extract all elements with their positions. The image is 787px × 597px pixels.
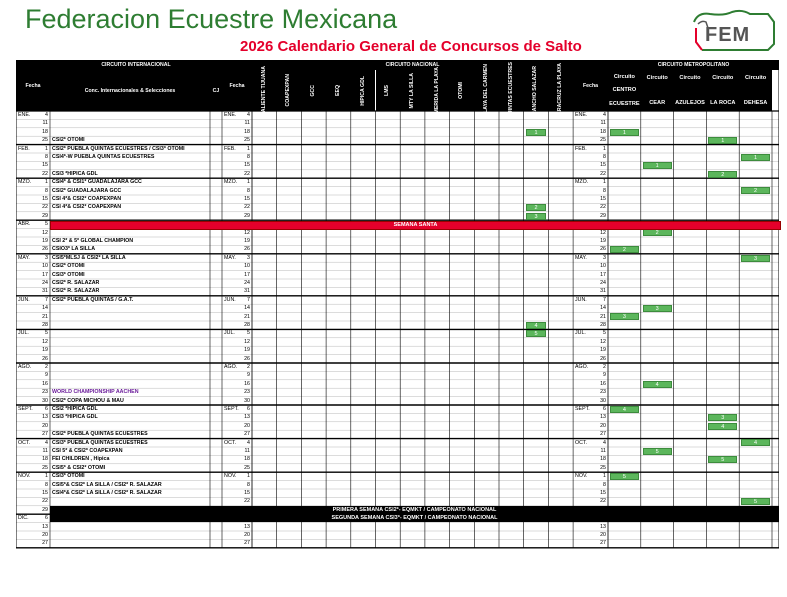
month-label-2: MAY.	[224, 254, 236, 261]
metropolitano-header: CIRCUITO METROPOLITANO	[608, 60, 779, 70]
day-number-1: 7	[45, 296, 48, 303]
day-number-3: 18	[600, 128, 606, 135]
month-label-1: JUN.	[18, 296, 30, 303]
logo-text: FEM	[705, 24, 751, 46]
nacional-col-label: EEQ	[334, 85, 341, 96]
day-number-2: 25	[244, 464, 250, 471]
day-number-1: 1	[45, 179, 48, 186]
day-number-3: 1	[603, 145, 606, 152]
day-number-2: 26	[244, 355, 250, 362]
day-number-3: 4	[603, 112, 606, 118]
day-number-1: 27	[42, 431, 48, 438]
internacional-header: CIRCUITO INTERNACIONAL	[50, 60, 222, 70]
day-number-1: 26	[42, 355, 48, 362]
day-number-1: 8	[45, 481, 48, 488]
day-number-3: 30	[600, 397, 606, 404]
day-number-1: 22	[42, 498, 48, 505]
semana-santa-band: SEMANA SANTA	[50, 221, 781, 230]
day-number-3: 29	[600, 212, 606, 219]
day-number-3: 10	[600, 263, 606, 270]
day-number-1: 25	[42, 137, 48, 144]
event-text: CSI2* PUEBLA QUINTAS / G.A.T.	[52, 296, 134, 303]
day-number-3: 8	[603, 154, 606, 160]
nacional-col-label: OTOMI	[458, 82, 465, 99]
day-number-1: 15	[42, 196, 48, 202]
day-number-2: 15	[244, 196, 250, 202]
day-number-3: 13	[600, 414, 606, 421]
day-number-1: 23	[42, 389, 48, 396]
month-label-3: MZO.	[575, 179, 589, 186]
day-number-2: 1	[247, 473, 250, 480]
day-number-3: 28	[600, 322, 606, 328]
day-number-1: 20	[42, 422, 48, 429]
nacional-event-marker[interactable]: 4	[526, 322, 547, 329]
day-number-2: 29	[244, 212, 250, 219]
month-label-3: FEB.	[575, 145, 587, 152]
day-number-1: 21	[42, 313, 48, 320]
day-number-2: 28	[244, 322, 250, 328]
metro-event-marker[interactable]: 3	[643, 305, 672, 312]
day-number-1: 5	[45, 221, 48, 228]
day-number-2: 27	[244, 431, 250, 438]
event-text: CSI5*& CSI2* LA SILLA / CSI2* R. SALAZAR	[52, 481, 162, 488]
day-number-3: 2	[603, 364, 606, 370]
day-number-3: 11	[600, 120, 606, 127]
metro-col-label: Circuito	[646, 74, 668, 81]
day-number-2: 5	[247, 330, 250, 337]
day-number-3: 19	[600, 238, 606, 244]
metro-event-marker[interactable]: 3	[741, 255, 770, 262]
day-number-1: 6	[45, 515, 48, 522]
nacional-col-label: RANCHO SALAZAR	[532, 66, 539, 115]
metro-col-label: CEAR	[649, 100, 666, 107]
day-number-1: 12	[42, 229, 48, 236]
nacional-col-8	[450, 70, 475, 111]
event-text: CSI4*& CSI2* LA SILLA / CSI2* R. SALAZAR	[52, 490, 162, 496]
month-label-1: JUL.	[18, 330, 29, 337]
month-label-2: AGO.	[224, 364, 238, 370]
day-number-3: 5	[603, 330, 606, 337]
day-number-2: 23	[244, 389, 250, 396]
day-number-3: 22	[600, 498, 606, 505]
day-number-3: 4	[603, 439, 606, 446]
day-number-1: 13	[42, 523, 48, 530]
month-label-2: NOV.	[224, 473, 237, 480]
day-number-1: 10	[42, 263, 48, 270]
event-text: WORLD CHAMPIONSHIP AACHEN	[52, 389, 139, 396]
day-number-1: 22	[42, 204, 48, 211]
day-number-2: 14	[244, 305, 250, 312]
nacional-col-6	[400, 70, 425, 111]
event-text: CSI3* PUEBLA QUINTAS ECUESTRES	[52, 439, 148, 446]
day-number-3: 20	[600, 422, 606, 429]
day-number-3: 19	[600, 347, 606, 354]
event-text: CSI2* OTOMI	[52, 137, 85, 144]
metro-event-marker[interactable]: 5	[741, 498, 770, 505]
nacional-event-marker[interactable]: 3	[526, 213, 547, 220]
day-number-3: 15	[600, 162, 606, 169]
metro-event-marker[interactable]: 2	[610, 246, 639, 253]
month-label-1: AGO.	[18, 364, 32, 370]
month-label-3: MAY.	[575, 254, 587, 261]
day-number-1: 29	[42, 212, 48, 219]
day-number-1: 18	[42, 128, 48, 135]
metro-event-marker[interactable]: 1	[741, 154, 770, 161]
month-label-2: SEPT.	[224, 406, 239, 412]
metro-col-label: Circuito	[613, 73, 635, 80]
event-text: CSI3* OTOMI	[52, 473, 85, 480]
nacional-col-label: PLAYA DEL CARMEN	[483, 64, 490, 117]
day-number-1: 22	[42, 170, 48, 177]
day-number-1: 15	[42, 162, 48, 169]
event-text: CSI 5* & CSI2* COAPEXPAN	[52, 448, 123, 454]
day-number-3: 26	[600, 246, 606, 253]
nacional-col-label: CALIENTE TIJUANA	[260, 65, 267, 116]
day-number-2: 22	[244, 170, 250, 177]
day-number-2: 9	[247, 372, 250, 379]
day-number-2: 20	[244, 422, 250, 429]
day-number-2: 7	[247, 296, 250, 303]
month-label-1: MZO.	[18, 179, 32, 186]
month-label-1: FEB.	[18, 145, 30, 152]
event-text: CSI2 *HIPICA GDL	[52, 406, 98, 412]
nacional-col-label: VERACRUZ LA PLAYA	[557, 62, 564, 119]
day-number-3: 27	[600, 540, 606, 547]
fem-logo	[684, 6, 779, 52]
nacional-event-marker[interactable]: 5	[526, 330, 547, 337]
day-number-1: 16	[42, 380, 48, 387]
day-number-2: 8	[247, 481, 250, 488]
event-text: CSI2* R. SALAZAR	[52, 280, 100, 286]
day-number-3: 1	[603, 179, 606, 186]
event-text: CSI3 *HIPICA GDL	[52, 414, 98, 421]
metro-event-marker[interactable]: 3	[708, 414, 737, 421]
day-number-2: 31	[244, 288, 250, 295]
day-number-1: 26	[42, 246, 48, 253]
day-number-1: 17	[42, 271, 48, 278]
month-label-2: OCT.	[224, 439, 237, 446]
month-label-3: OCT.	[575, 439, 588, 446]
metro-event-marker[interactable]: 2	[708, 171, 737, 178]
nacional-col-3	[326, 70, 351, 111]
event-text: CSI 4*& CSI2* COAPEXPAN	[52, 204, 122, 211]
page-title: Federacion Ecuestre Mexicana	[25, 4, 398, 34]
metro-col-label: AZULEJOS	[675, 100, 705, 107]
day-number-3: 27	[600, 431, 606, 438]
day-number-3: 6	[603, 406, 606, 412]
nacional-col-1	[277, 70, 302, 111]
month-label-3: NOV.	[575, 473, 588, 480]
day-number-3: 12	[600, 338, 606, 345]
day-number-2: 19	[244, 238, 250, 244]
day-number-2: 2	[247, 364, 250, 370]
day-number-2: 21	[244, 313, 250, 320]
day-number-1: 12	[42, 338, 48, 345]
day-number-3: 14	[600, 305, 606, 312]
cj-header: CJ	[210, 70, 222, 111]
event-text: CSI2* PUEBLA QUINTAS ECUESTRES	[52, 431, 148, 438]
fecha-header-1: Fecha	[16, 60, 50, 111]
month-label-2: ENE.	[224, 112, 237, 118]
day-number-1: 11	[42, 120, 48, 127]
event-text: CSI5* & CSI2* OTOMI	[52, 464, 106, 471]
month-label-1: OCT.	[18, 439, 31, 446]
day-number-1: 2	[45, 364, 48, 370]
metro-event-marker[interactable]: 1	[708, 137, 737, 144]
nacional-col-2	[301, 70, 326, 111]
event-text: CSI5*MLSJ & CSI2* LA SILLA	[52, 254, 126, 261]
day-number-3: 1	[603, 473, 606, 480]
page-subtitle: 2026 Calendario General de Concursos de Salto	[240, 38, 582, 55]
day-number-3: 3	[603, 254, 606, 261]
day-number-3: 25	[600, 137, 606, 144]
nacional-col-12	[548, 62, 573, 119]
event-text: CSI4*-W PUEBLA QUINTAS ECUESTRES	[52, 154, 155, 160]
day-number-1: 9	[45, 372, 48, 379]
nacional-col-4	[351, 70, 376, 111]
nacional-col-9	[474, 64, 499, 117]
day-number-1: 20	[42, 532, 48, 538]
nacional-event-marker[interactable]: 1	[526, 129, 547, 136]
event-text: CSI2* R. SALAZAR	[52, 288, 100, 295]
day-number-3: 7	[603, 296, 606, 303]
event-text: CSI2* PUEBLA QUINTAS ECUESTRES / CSI3* OTOMI	[52, 145, 185, 152]
event-text: CSI 4*& CSI2* COAPEXPAN	[52, 196, 122, 202]
day-number-2: 22	[244, 204, 250, 211]
day-number-2: 13	[244, 523, 250, 530]
nacional-col-10	[499, 62, 524, 119]
event-text: CSI2* GUADALAJARA GCC	[52, 187, 122, 194]
day-number-2: 17	[244, 271, 250, 278]
metro-col-label: Circuito	[679, 74, 701, 81]
band-primera-semana: PRIMERA SEMANA CSI2*- EQMKT / CAMPEONATO NACIONAL	[50, 506, 779, 514]
day-number-1: 31	[42, 288, 48, 295]
metro-event-marker[interactable]: 5	[708, 456, 737, 463]
day-number-2: 6	[247, 406, 250, 412]
month-label-1: ABR.	[18, 221, 31, 228]
event-text: CSIO3* LA SILLA	[52, 246, 96, 253]
day-number-1: 19	[42, 347, 48, 354]
day-number-2: 27	[244, 540, 250, 547]
day-number-1: 8	[45, 187, 48, 194]
metro-col-label: LA ROCA	[710, 100, 736, 107]
day-number-3: 20	[600, 532, 606, 538]
day-number-2: 20	[244, 532, 250, 538]
event-text: CSI3* OTOMI	[52, 271, 85, 278]
day-number-3: 24	[600, 280, 606, 286]
metro-col-label: ECUESTRE	[609, 101, 640, 108]
nacional-col-label: HIPICA GDL	[359, 75, 366, 106]
nacional-col-label: GCC	[310, 84, 317, 97]
nacional-col-label: COAPEXPAN	[285, 74, 292, 107]
metro-event-marker[interactable]: 3	[610, 313, 639, 320]
day-number-2: 18	[244, 456, 250, 463]
month-label-3: ENE.	[575, 112, 588, 118]
day-number-1: 30	[42, 397, 48, 404]
day-number-1: 29	[42, 506, 48, 513]
nacional-col-5	[376, 70, 401, 111]
nacional-col-label: QUINTAS ECUESTRES	[507, 62, 514, 119]
day-number-1: 3	[45, 254, 48, 261]
metro-event-marker[interactable]: 5	[610, 473, 639, 480]
day-number-2: 15	[244, 490, 250, 496]
metro-event-marker[interactable]: 4	[610, 406, 639, 413]
month-label-1: SEPT.	[18, 406, 33, 412]
day-number-2: 18	[244, 128, 250, 135]
day-number-2: 16	[244, 380, 250, 387]
nacional-col-label: MERIDA LA PLAYA	[433, 67, 440, 114]
event-text: FEI CHILDREN , Hipica	[52, 456, 110, 463]
day-number-1: 13	[42, 414, 48, 421]
day-number-3: 18	[600, 456, 606, 463]
day-number-2: 15	[244, 162, 250, 169]
day-number-2: 8	[247, 187, 250, 194]
metro-col-0	[608, 70, 641, 111]
event-text: CSI3 *HIPICA GDL	[52, 170, 98, 177]
metro-col-label: Circuito	[745, 74, 767, 81]
month-label-3: AGO.	[575, 364, 589, 370]
day-number-2: 11	[244, 120, 250, 127]
event-text: CSI2* OTOMI	[52, 263, 85, 270]
metro-col-label: Circuito	[712, 74, 734, 81]
day-number-1: 1	[45, 473, 48, 480]
day-number-3: 12	[600, 229, 606, 236]
day-number-3: 21	[600, 313, 606, 320]
month-label-2: JUN.	[224, 296, 236, 303]
day-number-3: 25	[600, 464, 606, 471]
day-number-1: 11	[42, 448, 48, 454]
day-number-3: 8	[603, 481, 606, 488]
day-number-2: 4	[247, 439, 250, 446]
fecha-header-2: Fecha	[222, 60, 252, 111]
metro-event-marker[interactable]: 1	[643, 162, 672, 169]
day-number-3: 17	[600, 271, 606, 278]
day-number-3: 26	[600, 355, 606, 362]
month-label-1: DIC.	[18, 515, 29, 522]
event-text: CSI 2* & 5* GLOBAL CHAMPION	[52, 238, 134, 244]
month-label-3: JUL.	[575, 330, 586, 337]
day-number-3: 15	[600, 196, 606, 202]
day-number-2: 8	[247, 154, 250, 160]
month-label-1: MAY.	[18, 254, 30, 261]
day-number-1: 4	[45, 112, 48, 118]
day-number-1: 1	[45, 145, 48, 152]
fecha-header-3: Fecha	[573, 60, 608, 111]
nacional-col-label: LMS	[384, 85, 391, 96]
day-number-2: 11	[244, 448, 250, 454]
month-label-3: SEPT.	[575, 406, 590, 412]
day-number-1: 6	[45, 406, 48, 412]
day-number-2: 1	[247, 179, 250, 186]
day-number-1: 27	[42, 540, 48, 547]
month-label-3: JUN.	[575, 296, 587, 303]
day-number-3: 9	[603, 372, 606, 379]
day-number-2: 1	[247, 145, 250, 152]
day-number-1: 24	[42, 280, 48, 286]
day-number-3: 31	[600, 288, 606, 295]
day-number-1: 14	[42, 305, 48, 312]
day-number-1: 18	[42, 456, 48, 463]
metro-event-marker[interactable]: 1	[610, 129, 639, 136]
day-number-3: 13	[600, 523, 606, 530]
band-segunda-semana: SEGUNDA SEMANA CSI3*- EQMKT / CAMPEONATO NACIONAL	[50, 514, 779, 522]
nacional-col-0	[252, 65, 277, 116]
nacional-event-marker[interactable]: 2	[526, 204, 547, 211]
day-number-3: 15	[600, 490, 606, 496]
event-text: CSI4* & CSI1* GUADALAJARA GCC	[52, 179, 142, 186]
day-number-2: 22	[244, 498, 250, 505]
day-number-2: 19	[244, 347, 250, 354]
metro-event-marker[interactable]: 5	[643, 448, 672, 455]
day-number-1: 4	[45, 439, 48, 446]
day-number-1: 5	[45, 330, 48, 337]
nacional-header: CIRCUITO NACIONAL	[252, 60, 573, 70]
day-number-1: 19	[42, 238, 48, 244]
month-label-2: MZO.	[224, 179, 238, 186]
day-number-3: 22	[600, 170, 606, 177]
metro-col-label: CENTRO	[612, 87, 637, 94]
day-number-2: 4	[247, 112, 250, 118]
nacional-col-label: MTY LA SILLA	[408, 72, 415, 109]
conc-header: Conc. Internacionales & Selecciones	[50, 70, 210, 111]
month-label-1: NOV.	[18, 473, 31, 480]
day-number-2: 3	[247, 254, 250, 261]
day-number-2: 24	[244, 280, 250, 286]
day-number-3: 22	[600, 204, 606, 211]
metro-col-1	[641, 70, 674, 111]
month-label-2: JUL.	[224, 330, 235, 337]
day-number-1: 28	[42, 322, 48, 328]
day-number-1: 25	[42, 464, 48, 471]
day-number-3: 11	[600, 448, 606, 454]
day-number-2: 12	[244, 229, 250, 236]
month-label-1: ENE.	[18, 112, 31, 118]
metro-event-marker[interactable]: 4	[643, 381, 672, 388]
metro-event-marker[interactable]: 2	[643, 229, 672, 236]
day-number-3: 16	[600, 380, 606, 387]
day-number-2: 13	[244, 414, 250, 421]
nacional-col-7	[425, 67, 450, 114]
day-number-2: 26	[244, 246, 250, 253]
nacional-col-11	[524, 66, 549, 115]
metro-event-marker[interactable]: 4	[741, 439, 770, 446]
day-number-2: 30	[244, 397, 250, 404]
day-number-1: 8	[45, 154, 48, 160]
day-number-1: 15	[42, 490, 48, 496]
day-number-3: 8	[603, 187, 606, 194]
metro-event-marker[interactable]: 4	[708, 423, 737, 430]
metro-col-4	[739, 70, 772, 111]
day-number-2: 25	[244, 137, 250, 144]
day-number-3: 23	[600, 389, 606, 396]
metro-col-2	[674, 70, 707, 111]
event-text: CSI2* COPA MICHOU & MAU	[52, 397, 124, 404]
day-number-2: 12	[244, 338, 250, 345]
day-number-2: 10	[244, 263, 250, 270]
metro-col-3	[706, 70, 739, 111]
metro-event-marker[interactable]: 2	[741, 187, 770, 194]
month-label-2: FEB.	[224, 145, 236, 152]
metro-col-label: DEHESA	[743, 100, 768, 107]
